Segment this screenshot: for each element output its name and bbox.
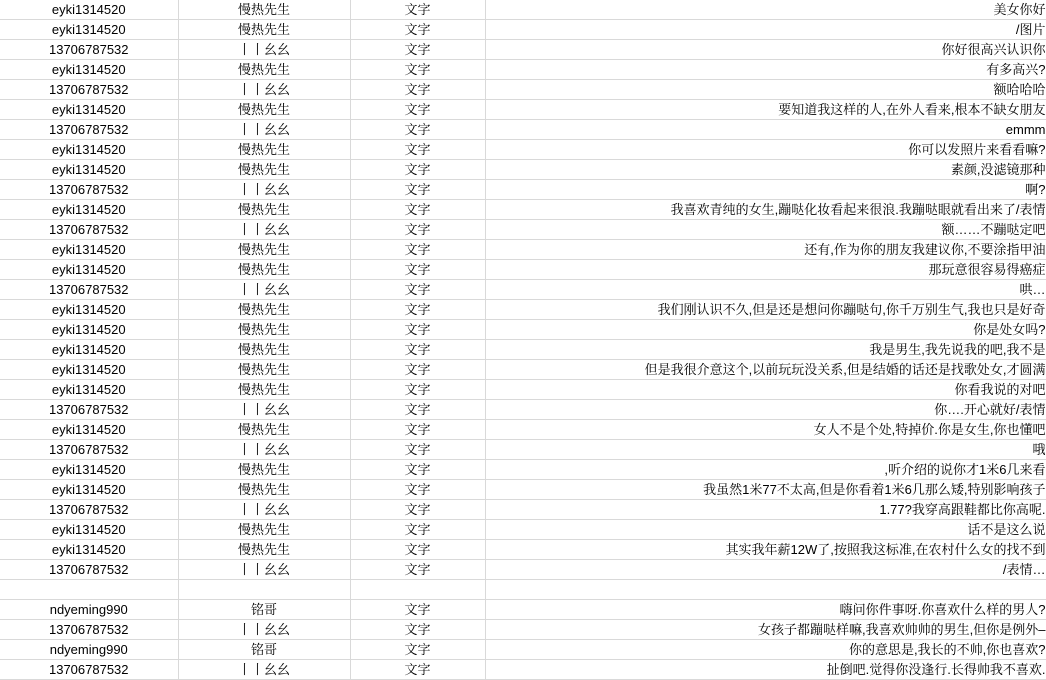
cell-message: 素颜,没滤镜那种 [485,160,1046,180]
cell-nickname: 丨丨幺幺 [178,80,350,100]
cell-nickname: 丨丨幺幺 [178,400,350,420]
table-row [0,20,1046,40]
cell-type: 文字 [350,540,485,560]
cell-type: 文字 [350,480,485,500]
table-row [0,620,1046,640]
cell-account: eyki1314520 [0,100,178,120]
cell-nickname: 丨丨幺幺 [178,180,350,200]
cell-message: 哄… [485,280,1046,300]
cell-type: 文字 [350,20,485,40]
cell-message: 你是处女吗? [485,320,1046,340]
cell-type: 文字 [350,200,485,220]
cell-account: eyki1314520 [0,260,178,280]
cell-nickname: 丨丨幺幺 [178,40,350,60]
cell-account: eyki1314520 [0,520,178,540]
cell-nickname: 慢热先生 [178,420,350,440]
table-row [0,180,1046,200]
cell-type: 文字 [350,500,485,520]
cell-nickname: 慢热先生 [178,300,350,320]
cell-account: ndyeming990 [0,640,178,660]
cell-account: 13706787532 [0,620,178,640]
cell-account: 13706787532 [0,280,178,300]
cell-type: 文字 [350,160,485,180]
cell-message: 你….开心就好/表情 [485,400,1046,420]
table-row [0,240,1046,260]
table-row [0,140,1046,160]
cell-type: 文字 [350,660,485,680]
cell-account: 13706787532 [0,180,178,200]
cell-type: 文字 [350,320,485,340]
cell-message: 我虽然1米77不太高,但是你看着1米6几那么矮,特别影响孩子 [485,480,1046,500]
cell-message: ,听介绍的说你才1米6几来看 [485,460,1046,480]
table-row [0,40,1046,60]
cell-type: 文字 [350,300,485,320]
cell-message: 要知道我这样的人,在外人看来,根本不缺女朋友 [485,100,1046,120]
cell-account: eyki1314520 [0,160,178,180]
cell-account: 13706787532 [0,80,178,100]
cell-nickname: 慢热先生 [178,520,350,540]
cell-type: 文字 [350,420,485,440]
cell-account: eyki1314520 [0,60,178,80]
cell-nickname: 慢热先生 [178,200,350,220]
cell-nickname [178,580,350,600]
cell-type: 文字 [350,100,485,120]
cell-nickname: 铭哥 [178,600,350,620]
cell-message: 有多高兴? [485,60,1046,80]
cell-message: 你可以发照片来看看嘛? [485,140,1046,160]
table-row [0,260,1046,280]
cell-type: 文字 [350,120,485,140]
cell-nickname: 丨丨幺幺 [178,440,350,460]
cell-nickname: 慢热先生 [178,360,350,380]
table-row [0,640,1046,660]
table-row [0,80,1046,100]
table-row [0,160,1046,180]
cell-account: 13706787532 [0,40,178,60]
cell-account: eyki1314520 [0,380,178,400]
cell-type: 文字 [350,640,485,660]
cell-type: 文字 [350,460,485,480]
cell-account: 13706787532 [0,660,178,680]
cell-account: eyki1314520 [0,360,178,380]
cell-message: 女孩子都蹦哒样嘛,我喜欢帅帅的男生,但你是例外– [485,620,1046,640]
cell-nickname: 慢热先生 [178,340,350,360]
cell-account: eyki1314520 [0,0,178,20]
cell-nickname: 慢热先生 [178,160,350,180]
table-row [0,560,1046,580]
cell-nickname: 慢热先生 [178,100,350,120]
table-row [0,220,1046,240]
cell-nickname: 铭哥 [178,640,350,660]
table-row [0,120,1046,140]
table-row [0,660,1046,680]
cell-type: 文字 [350,400,485,420]
cell-nickname: 慢热先生 [178,380,350,400]
cell-type: 文字 [350,440,485,460]
cell-type: 文字 [350,620,485,640]
cell-type: 文字 [350,60,485,80]
table-row [0,360,1046,380]
cell-nickname: 丨丨幺幺 [178,660,350,680]
cell-message: /表情… [485,560,1046,580]
cell-type: 文字 [350,520,485,540]
table-row [0,460,1046,480]
cell-type: 文字 [350,380,485,400]
cell-account: eyki1314520 [0,300,178,320]
table-row [0,60,1046,80]
cell-account: eyki1314520 [0,140,178,160]
table-row [0,100,1046,120]
table-row [0,600,1046,620]
cell-message: 其实我年薪12W了,按照我这标准,在农村什么女的找不到 [485,540,1046,560]
cell-nickname: 慢热先生 [178,60,350,80]
table-row [0,300,1046,320]
cell-type: 文字 [350,0,485,20]
cell-type: 文字 [350,260,485,280]
cell-type: 文字 [350,340,485,360]
cell-type: 文字 [350,600,485,620]
cell-account: 13706787532 [0,120,178,140]
cell-account: eyki1314520 [0,200,178,220]
cell-account: eyki1314520 [0,460,178,480]
cell-message: 扯倒吧.觉得你没逢行.长得帅我不喜欢. [485,660,1046,680]
cell-message: 美女你好 [485,0,1046,20]
cell-nickname: 慢热先生 [178,140,350,160]
table-row [0,540,1046,560]
table-row [0,320,1046,340]
cell-nickname: 慢热先生 [178,240,350,260]
cell-message: 但是我很介意这个,以前玩玩没关系,但是结婚的话还是找歌处女,才圆满 [485,360,1046,380]
cell-message: 哦 [485,440,1046,460]
cell-type: 文字 [350,560,485,580]
table-row [0,400,1046,420]
cell-type: 文字 [350,140,485,160]
table-row [0,200,1046,220]
cell-message: 我是男生,我先说我的吧,我不是 [485,340,1046,360]
cell-type: 文字 [350,40,485,60]
cell-type: 文字 [350,360,485,380]
cell-nickname: 丨丨幺幺 [178,560,350,580]
spacer-row [0,580,1046,600]
cell-account: eyki1314520 [0,20,178,40]
cell-message: 啊? [485,180,1046,200]
cell-nickname: 慢热先生 [178,460,350,480]
cell-message: 额……不蹦哒定吧 [485,220,1046,240]
cell-nickname: 慢热先生 [178,480,350,500]
cell-type: 文字 [350,80,485,100]
table-row [0,280,1046,300]
cell-message: 那玩意很容易得癌症 [485,260,1046,280]
cell-message: 话不是这么说 [485,520,1046,540]
cell-account: eyki1314520 [0,420,178,440]
cell-nickname: 丨丨幺幺 [178,500,350,520]
cell-message: 女人不是个处,特掉价.你是女生,你也懂吧 [485,420,1046,440]
cell-message: 我们刚认识不久,但是还是想问你蹦哒句,你千万别生气,我也只是好奇 [485,300,1046,320]
table-row [0,0,1046,20]
cell-account: eyki1314520 [0,240,178,260]
cell-type: 文字 [350,280,485,300]
cell-account: 13706787532 [0,560,178,580]
cell-account: eyki1314520 [0,320,178,340]
table-row [0,500,1046,520]
cell-message: /图片 [485,20,1046,40]
cell-nickname: 慢热先生 [178,0,350,20]
table-row [0,440,1046,460]
table-row [0,520,1046,540]
cell-message: 你看我说的对吧 [485,380,1046,400]
cell-account: 13706787532 [0,220,178,240]
cell-account: 13706787532 [0,400,178,420]
cell-account: eyki1314520 [0,340,178,360]
cell-message: 我喜欢青纯的女生,蹦哒化妆看起来很浪.我蹦哒眼就看出来了/表情 [485,200,1046,220]
cell-nickname: 慢热先生 [178,540,350,560]
cell-nickname: 慢热先生 [178,260,350,280]
cell-account [0,580,178,600]
cell-message: 额哈哈哈 [485,80,1046,100]
cell-message [485,580,1046,600]
cell-nickname: 慢热先生 [178,320,350,340]
cell-type [350,580,485,600]
cell-nickname: 丨丨幺幺 [178,120,350,140]
cell-nickname: 丨丨幺幺 [178,620,350,640]
cell-account: 13706787532 [0,500,178,520]
cell-message: 你好很高兴认识你 [485,40,1046,60]
cell-account: eyki1314520 [0,480,178,500]
table-row [0,380,1046,400]
cell-message: 你的意思是,我长的不帅,你也喜欢? [485,640,1046,660]
cell-message: 1.77?我穿高跟鞋都比你高呢. [485,500,1046,520]
table-row [0,480,1046,500]
cell-account: eyki1314520 [0,540,178,560]
cell-message: 嗨问你件事呀.你喜欢什么样的男人? [485,600,1046,620]
cell-message: 还有,作为你的朋友我建议你,不要涂指甲油 [485,240,1046,260]
cell-type: 文字 [350,220,485,240]
cell-type: 文字 [350,180,485,200]
cell-message: emmm [485,120,1046,140]
table-row [0,420,1046,440]
cell-nickname: 丨丨幺幺 [178,220,350,240]
cell-account: ndyeming990 [0,600,178,620]
table-row [0,340,1046,360]
cell-nickname: 慢热先生 [178,20,350,40]
cell-type: 文字 [350,240,485,260]
cell-nickname: 丨丨幺幺 [178,280,350,300]
cell-account: 13706787532 [0,440,178,460]
